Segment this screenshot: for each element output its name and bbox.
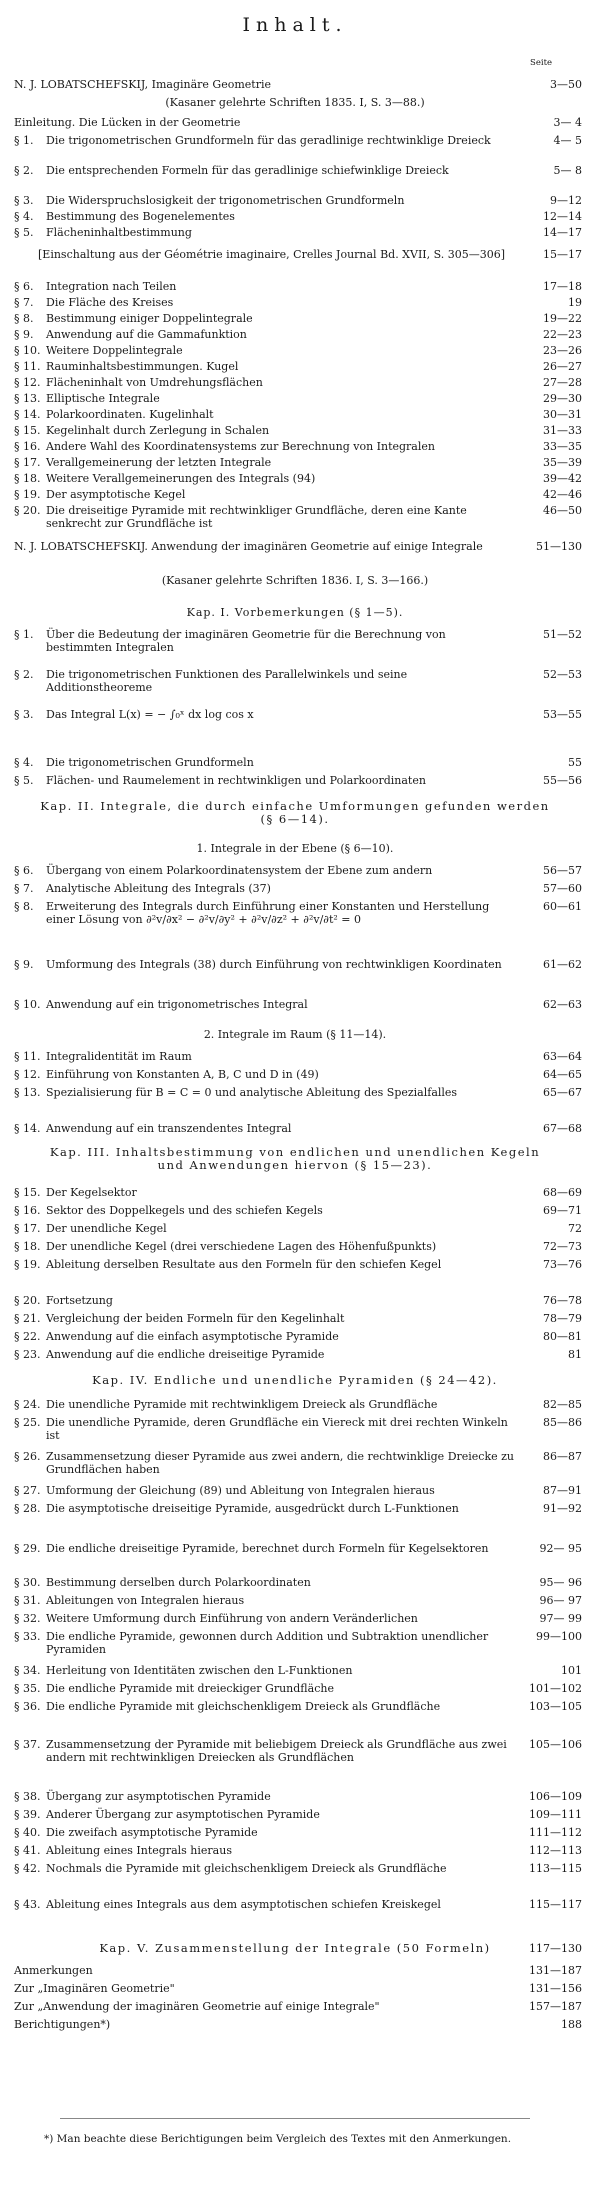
- toc-page-range: 17—18: [543, 280, 582, 293]
- toc-entry-title: Herleitung von Identitäten zwischen den L-Funktionen: [46, 1664, 353, 1677]
- toc-entry-title: Vergleichung der beiden Formeln für den Kegelinhalt: [46, 1312, 345, 1325]
- toc-section-number: § 39.: [14, 1808, 41, 1821]
- toc-entry-title: Integralidentität im Raum: [46, 1050, 192, 1063]
- toc-section-number: § 33.: [14, 1630, 41, 1643]
- toc-entry-title: Nochmals die Pyramide mit gleichschenkligem Dreieck als Grundfläche: [46, 1862, 447, 1875]
- toc-section-number: § 2.: [14, 668, 34, 681]
- toc-entry-title: Der asymptotische Kegel: [46, 488, 186, 501]
- toc-section-number: § 11.: [14, 360, 41, 373]
- toc-page-range: 55—56: [543, 774, 582, 787]
- toc-entry-title: Bestimmung des Bogenelementes: [46, 210, 235, 223]
- toc-entry-title: Über die Bedeutung der imaginären Geometrie für die Berechnung von bestimmten Integralen: [46, 628, 446, 654]
- toc-entry-title: 1. Integrale in der Ebene (§ 6—10).: [196, 842, 394, 855]
- toc-section-number: § 15.: [14, 1186, 41, 1199]
- toc-section-number: § 5.: [14, 226, 34, 239]
- toc-section-number: § 14.: [14, 408, 41, 421]
- toc-page-range: 131—187: [529, 1964, 582, 1977]
- toc-page-range: 76—78: [543, 1294, 582, 1307]
- toc-page-range: 3—50: [550, 78, 582, 91]
- toc-entry-title: N. J. LOBATSCHEFSKIJ, Imaginäre Geometrie: [14, 78, 271, 91]
- toc-page-range: 78—79: [543, 1312, 582, 1325]
- toc-entry-title: Zur „Anwendung der imaginären Geometrie auf einige Integrale": [14, 2000, 380, 2013]
- toc-page-range: 72: [568, 1222, 582, 1235]
- toc-section-number: § 36.: [14, 1700, 41, 1713]
- toc-entry-title: Übergang zur asymptotischen Pyramide: [46, 1790, 271, 1803]
- toc-section-number: § 12.: [14, 376, 41, 389]
- toc-page-range: 99—100: [536, 1630, 582, 1643]
- toc-page-range: 39—42: [543, 472, 582, 485]
- toc-page-range: 91—92: [543, 1502, 582, 1515]
- toc-section-number: § 10.: [14, 344, 41, 357]
- toc-page-range: 9—12: [550, 194, 582, 207]
- toc-page-range: 69—71: [543, 1204, 582, 1217]
- toc-page-range: 95— 96: [539, 1576, 582, 1589]
- toc-entry-title: Fortsetzung: [46, 1294, 113, 1307]
- toc-entry-title: Zusammensetzung dieser Pyramide aus zwei andern, die rechtwinklige Dreiecke zu Grundflächen haben: [46, 1450, 515, 1476]
- toc-page-range: 81: [568, 1348, 582, 1361]
- toc-page-range: 5— 8: [553, 164, 582, 177]
- toc-page-range: 53—55: [543, 708, 582, 721]
- toc-page-range: 109—111: [529, 1808, 582, 1821]
- toc-page-range: 22—23: [543, 328, 582, 341]
- toc-entry-title: Das Integral L(x) = − ∫₀ˣ dx log cos x: [46, 708, 254, 721]
- toc-entry-title: Anmerkungen: [14, 1964, 93, 1977]
- toc-page-range: 3— 4: [553, 116, 582, 129]
- toc-section-number: § 1.: [14, 134, 34, 147]
- toc-entry-title: Polarkoordinaten. Kugelinhalt: [46, 408, 214, 421]
- toc-section-number: § 3.: [14, 194, 34, 207]
- toc-section-number: § 7.: [14, 296, 34, 309]
- toc-entry-title: Der Kegelsektor: [46, 1186, 137, 1199]
- toc-entry-title: 2. Integrale im Raum (§ 11—14).: [203, 1028, 387, 1041]
- toc-entry-title: Anwendung auf die einfach asymptotische Pyramide: [46, 1330, 339, 1343]
- toc-section-number: § 24.: [14, 1398, 41, 1411]
- toc-page-range: 188: [561, 2018, 582, 2031]
- toc-page-range: 85—86: [543, 1416, 582, 1429]
- toc-page-range: 157—187: [529, 2000, 582, 2013]
- toc-page-range: 19: [568, 296, 582, 309]
- page-title: Inhalt.: [242, 14, 348, 36]
- toc-page-range: 31—33: [543, 424, 582, 437]
- toc-section-number: § 42.: [14, 1862, 41, 1875]
- toc-page-range: 68—69: [543, 1186, 582, 1199]
- toc-page-range: 14—17: [543, 226, 582, 239]
- toc-section-number: § 8.: [14, 312, 34, 325]
- toc-page-range: 46—50: [543, 504, 582, 517]
- page-column-label: Seite: [530, 58, 553, 68]
- toc-page-range: 12—14: [543, 210, 582, 223]
- toc-page-range: 29—30: [543, 392, 582, 405]
- toc-entry-title: Übergang von einem Polarkoordinatensystem der Ebene zum andern: [46, 864, 433, 877]
- toc-entry-title: Ableitung eines Integrals aus dem asymptotischen schiefen Kreiskegel: [46, 1898, 441, 1911]
- toc-page-range: 51—130: [536, 540, 582, 553]
- toc-entry-title: Kap. V. Zusammenstellung der Integrale (50 Formeln): [99, 1941, 491, 1955]
- toc-section-number: § 40.: [14, 1826, 41, 1839]
- toc-page-range: 97— 99: [539, 1612, 582, 1625]
- toc-section-number: § 19.: [14, 488, 41, 501]
- toc-section-number: § 1.: [14, 628, 34, 641]
- toc-entry-title: Verallgemeinerung der letzten Integrale: [46, 456, 272, 469]
- toc-page-range: 23—26: [543, 344, 582, 357]
- toc-section-number: § 7.: [14, 882, 34, 895]
- toc-page-range: 73—76: [543, 1258, 582, 1271]
- toc-page-range: 131—156: [529, 1982, 582, 1995]
- toc-entry-title: Anwendung auf die endliche dreiseitige Pyramide: [46, 1348, 325, 1361]
- toc-entry-title: Der unendliche Kegel: [46, 1222, 167, 1235]
- toc-page-range: 117—130: [529, 1942, 582, 1955]
- toc-entry-title: Umformung der Gleichung (89) und Ableitung von Integralen hieraus: [46, 1484, 435, 1497]
- toc-entry-title: Anderer Übergang zur asymptotischen Pyramide: [46, 1808, 320, 1821]
- toc-page-range: 103—105: [529, 1700, 582, 1713]
- toc-page-range: 106—109: [529, 1790, 582, 1803]
- toc-page-range: 80—81: [543, 1330, 582, 1343]
- toc-entry-title: Anwendung auf ein trigonometrisches Integral: [46, 998, 308, 1011]
- toc-entry-title: Zur „Imaginären Geometrie": [14, 1982, 175, 1995]
- toc-section-number: § 41.: [14, 1844, 41, 1857]
- toc-entry-title: N. J. LOBATSCHEFSKIJ. Anwendung der imaginären Geometrie auf einige Integrale: [14, 540, 483, 553]
- toc-entry-title: Berichtigungen*): [14, 2018, 111, 2031]
- toc-entry-title: Bestimmung derselben durch Polarkoordinaten: [46, 1576, 311, 1589]
- toc-section-number: § 18.: [14, 472, 41, 485]
- toc-entry-title: Sektor des Doppelkegels und des schiefen Kegels: [46, 1204, 323, 1217]
- toc-page-range: 101: [561, 1664, 582, 1677]
- toc-entry-title: Ableitung eines Integrals hieraus: [46, 1844, 232, 1857]
- toc-page-range: 26—27: [543, 360, 582, 373]
- toc-section-number: § 17.: [14, 1222, 41, 1235]
- toc-section-number: § 37.: [14, 1738, 41, 1751]
- toc-section-number: § 38.: [14, 1790, 41, 1803]
- toc-entry-title: Die endliche dreiseitige Pyramide, berechnet durch Formeln für Kegelsektoren: [46, 1542, 489, 1555]
- toc-page-range: 111—112: [529, 1826, 582, 1839]
- toc-entry-title: Die trigonometrischen Grundformeln: [46, 756, 254, 769]
- toc-entry-title: Anwendung auf die Gammafunktion: [46, 328, 247, 341]
- toc-page-range: 19—22: [543, 312, 582, 325]
- toc-page-range: 42—46: [543, 488, 582, 501]
- toc-page-range: 62—63: [543, 998, 582, 1011]
- toc-entry-title: Zusammensetzung der Pyramide mit beliebigem Dreieck als Grundfläche aus zwei andern mit rechtwinkligen Dreiecken als Grundflächen: [46, 1738, 507, 1764]
- toc-page-range: 86—87: [543, 1450, 582, 1463]
- toc-entry-title: Kap. I. Vorbemerkungen (§ 1—5).: [186, 606, 404, 619]
- toc-entry-title: Kap. IV. Endliche und unendliche Pyramiden (§ 24—42).: [92, 1373, 498, 1387]
- toc-entry-title: Kegelinhalt durch Zerlegung in Schalen: [46, 424, 270, 437]
- toc-section-number: § 19.: [14, 1258, 41, 1271]
- toc-section-number: § 22.: [14, 1330, 41, 1343]
- toc-section-number: § 9.: [14, 958, 34, 971]
- toc-page-range: 113—115: [529, 1862, 582, 1875]
- toc-page-range: 105—106: [529, 1738, 582, 1751]
- toc-entry-title: Analytische Ableitung des Integrals (37): [46, 882, 271, 895]
- toc-section-number: § 4.: [14, 210, 34, 223]
- toc-entry-title: Andere Wahl des Koordinatensystems zur Berechnung von Integralen: [46, 440, 435, 453]
- toc-page-range: 96— 97: [539, 1594, 582, 1607]
- toc-page-range: 112—113: [529, 1844, 582, 1857]
- toc-entry-title: Erweiterung des Integrals durch Einführung einer Konstanten und Herstellung einer Lösung von ∂²v/∂x² − ∂²v/∂y² + ∂²v/∂z² + ∂²v/∂t² = 0: [46, 900, 490, 926]
- toc-entry-title: Der unendliche Kegel (drei verschiedene Lagen des Höhenfußpunkts): [46, 1240, 437, 1253]
- toc-entry-title: Die endliche Pyramide, gewonnen durch Addition und Subtraktion unendlicher Pyramiden: [46, 1630, 489, 1656]
- toc-entry-title: Die unendliche Pyramide, deren Grundfläche ein Viereck mit drei rechten Winkeln ist: [46, 1416, 508, 1442]
- toc-section-number: § 29.: [14, 1542, 41, 1555]
- toc-section-number: § 11.: [14, 1050, 41, 1063]
- toc-section-number: § 23.: [14, 1348, 41, 1361]
- toc-page-range: 35—39: [543, 456, 582, 469]
- toc-section-number: § 6.: [14, 280, 34, 293]
- toc-section-number: § 5.: [14, 774, 34, 787]
- toc-section-number: § 18.: [14, 1240, 41, 1253]
- toc-entry-title: Die dreiseitige Pyramide mit rechtwinkliger Grundfläche, deren eine Kante senkrecht zur Grundfläche ist: [46, 504, 467, 530]
- toc-entry-title: Einführung von Konstanten A, B, C und D in (49): [46, 1068, 319, 1081]
- toc-section-number: § 13.: [14, 392, 41, 405]
- toc-section-number: § 21.: [14, 1312, 41, 1325]
- toc-page-range: 82—85: [543, 1398, 582, 1411]
- toc-section-number: § 28.: [14, 1502, 41, 1515]
- toc-page-range: 4— 5: [553, 134, 582, 147]
- toc-section-number: § 13.: [14, 1086, 41, 1099]
- toc-section-number: § 3.: [14, 708, 34, 721]
- toc-page-range: 115—117: [529, 1898, 582, 1911]
- toc-page-range: 61—62: [543, 958, 582, 971]
- toc-entry-title: Ableitung derselben Resultate aus den Formeln für den schiefen Kegel: [46, 1258, 442, 1271]
- toc-page-range: 92— 95: [539, 1542, 582, 1555]
- toc-entry-title: Spezialisierung für B = C = 0 und analytische Ableitung des Spezialfalles: [46, 1086, 458, 1099]
- toc-section-number: § 16.: [14, 1204, 41, 1217]
- toc-section-number: § 16.: [14, 440, 41, 453]
- toc-page-range: 65—67: [543, 1086, 582, 1099]
- toc-section-number: § 9.: [14, 328, 34, 341]
- toc-entry-title: Kap. III. Inhaltsbestimmung von endlichen und unendlichen Kegeln und Anwendungen hiervon (§ 15—23).: [49, 1145, 541, 1172]
- toc-section-number: § 2.: [14, 164, 34, 177]
- toc-entry-title: Die trigonometrischen Grundformeln für das geradlinige rechtwinklige Dreieck: [46, 134, 491, 147]
- toc-page-range: 15—17: [543, 248, 582, 261]
- toc-page-range: 51—52: [543, 628, 582, 641]
- toc-entry-title: Weitere Umformung durch Einführung von andern Veränderlichen: [46, 1612, 418, 1625]
- toc-page-range: 27—28: [543, 376, 582, 389]
- toc-section-number: § 27.: [14, 1484, 41, 1497]
- toc-entry-title: Die Fläche des Kreises: [46, 296, 174, 309]
- toc-page-range: 67—68: [543, 1122, 582, 1135]
- toc-entry-title: Anwendung auf ein transzendentes Integral: [46, 1122, 292, 1135]
- toc-section-number: § 25.: [14, 1416, 41, 1429]
- toc-page-range: 87—91: [543, 1484, 582, 1497]
- toc-section-number: § 30.: [14, 1576, 41, 1589]
- toc-section-number: § 20.: [14, 504, 41, 517]
- toc-page-range: 57—60: [543, 882, 582, 895]
- toc-section-number: § 32.: [14, 1612, 41, 1625]
- toc-entry-title: (Kasaner gelehrte Schriften 1835. I, S. 3—88.): [165, 96, 425, 109]
- toc-entry-title: Die Widerspruchslosigkeit der trigonometrischen Grundformeln: [46, 194, 405, 207]
- toc-section-number: § 6.: [14, 864, 34, 877]
- toc-entry-title: Kap. II. Integrale, die durch einfache Umformungen gefunden werden (§ 6—14).: [40, 799, 550, 826]
- toc-section-number: § 4.: [14, 756, 34, 769]
- toc-entry-title: Flächeninhalt von Umdrehungsflächen: [46, 376, 263, 389]
- toc-entry-title: Integration nach Teilen: [46, 280, 177, 293]
- toc-page-range: 60—61: [543, 900, 582, 913]
- toc-entry-title: Bestimmung einiger Doppelintegrale: [46, 312, 253, 325]
- toc-page-range: 64—65: [543, 1068, 582, 1081]
- toc-entry-title: Die zweifach asymptotische Pyramide: [46, 1826, 258, 1839]
- toc-section-number: § 14.: [14, 1122, 41, 1135]
- toc-section-number: § 8.: [14, 900, 34, 913]
- toc-page-range: 63—64: [543, 1050, 582, 1063]
- toc-entry-title: Ableitungen von Integralen hieraus: [46, 1594, 245, 1607]
- toc-page-range: 56—57: [543, 864, 582, 877]
- footnote: *) Man beachte diese Berichtigungen beim Vergleich des Textes mit den Anmerkungen.: [44, 2133, 512, 2145]
- toc-entry-title: Flächen- und Raumelement in rechtwinkligen und Polarkoordinaten: [46, 774, 426, 787]
- toc-page-range: 101—102: [529, 1682, 582, 1695]
- toc-entry-title: Elliptische Integrale: [46, 392, 160, 405]
- toc-entry-title: Umformung des Integrals (38) durch Einführung von rechtwinkligen Koordinaten: [46, 958, 502, 971]
- toc-entry-title: Weitere Verallgemeinerungen des Integrals (94): [46, 472, 316, 485]
- toc-section-number: § 31.: [14, 1594, 41, 1607]
- toc-section-number: § 12.: [14, 1068, 41, 1081]
- toc-entry-title: Einleitung. Die Lücken in der Geometrie: [14, 116, 241, 129]
- toc-entry-title: Die unendliche Pyramide mit rechtwinkligem Dreieck als Grundfläche: [46, 1398, 438, 1411]
- toc-entry-title: Flächeninhaltbestimmung: [46, 226, 192, 239]
- toc-entry-title: (Kasaner gelehrte Schriften 1836. I, S. 3—166.): [161, 574, 429, 587]
- toc-section-number: § 20.: [14, 1294, 41, 1307]
- toc-section-number: § 26.: [14, 1450, 41, 1463]
- toc-section-number: § 10.: [14, 998, 41, 1011]
- toc-entry-title: Die endliche Pyramide mit dreieckiger Grundfläche: [46, 1682, 334, 1695]
- toc-page-range: 52—53: [543, 668, 582, 681]
- toc-entry-title: [Einschaltung aus der Géométrie imaginaire, Crelles Journal Bd. XVII, S. 305—306]: [38, 248, 506, 261]
- toc-entry-title: Die trigonometrischen Funktionen des Parallelwinkels und seine Additionstheoreme: [46, 668, 408, 694]
- toc-entry-title: Die endliche Pyramide mit gleichschenkligem Dreieck als Grundfläche: [46, 1700, 441, 1713]
- footnote-divider: [60, 2118, 530, 2119]
- toc-section-number: § 17.: [14, 456, 41, 469]
- toc-section-number: § 15.: [14, 424, 41, 437]
- toc-section-number: § 43.: [14, 1898, 41, 1911]
- toc-entry-title: Weitere Doppelintegrale: [46, 344, 183, 357]
- toc-page-range: 72—73: [543, 1240, 582, 1253]
- toc-page-range: 55: [568, 756, 582, 769]
- toc-entry-title: Die asymptotische dreiseitige Pyramide, ausgedrückt durch L-Funktionen: [46, 1502, 459, 1515]
- toc-entry-title: Rauminhaltsbestimmungen. Kugel: [46, 360, 239, 373]
- toc-section-number: § 35.: [14, 1682, 41, 1695]
- toc-section-number: § 34.: [14, 1664, 41, 1677]
- toc-page-range: 33—35: [543, 440, 582, 453]
- toc-page-range: 30—31: [543, 408, 582, 421]
- toc-entry-title: Die entsprechenden Formeln für das geradlinige schiefwinklige Dreieck: [46, 164, 449, 177]
